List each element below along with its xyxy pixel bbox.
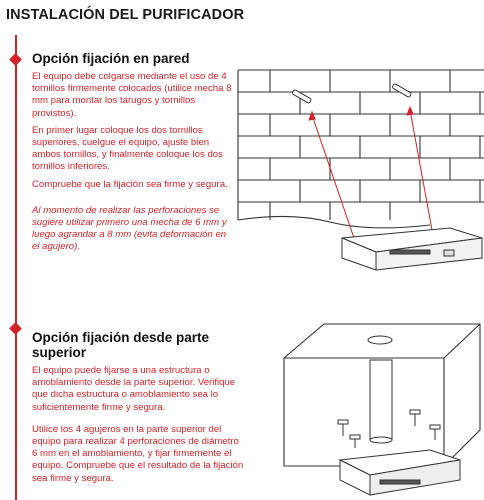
- section-marker-top: [9, 322, 22, 335]
- top-paragraph-1: El equipo puede fijarse a una estructura o amoblamiento desde la parte superior. Verifique que dicha estructura o amoblamiento sea lo suficientemente firme y segura.: [32, 365, 236, 413]
- wall-paragraph-1: El equipo debe colgarse mediante el uso de 4 tornillos firmemente colocados (utilice mecha 8 mm para montar los tarugos y tornillos provistos).: [32, 71, 232, 119]
- section-marker-wall: [9, 53, 22, 66]
- brick-wall: [238, 70, 484, 228]
- wall-mount-illustration: [230, 60, 484, 285]
- wall-paragraph-2: En primer lugar coloque los dos tornillos superiores, cuelgue el equipo, ajuste bien ambos tornillos, y finalmente coloque los dos tornillos inferiores.: [32, 124, 223, 173]
- arrow-icon: [309, 107, 432, 238]
- screw-icon: [292, 83, 412, 103]
- page-title: INSTALACIÓN DEL PURIFICADOR: [6, 7, 245, 23]
- wall-paragraph-3: Compruebe que la fijación sea firme y segura.: [32, 178, 228, 190]
- range-hood-icon: [342, 228, 482, 270]
- top-mount-illustration: [280, 320, 484, 500]
- section-top-mount: [32, 330, 246, 490]
- section-rule: [15, 35, 17, 500]
- section-top-heading: Opción fijación desde parte superior: [32, 330, 210, 360]
- section-wall-heading: Opción fijación en pared: [32, 51, 190, 66]
- top-paragraph-2: Utilice los 4 agujeros en la parte superior del equipo para realizar 4 perforaciones de diámetro 6 mm en el amoblamiento, y fijar firmemente el equipo. Compruebe que el resultado de la fijación sea firme y segura.: [32, 423, 244, 484]
- section-wall-mount: [32, 51, 236, 259]
- wall-drilling-note: Al momento de realizar las perforaciones se sugiere utilizar primero una mecha de 6 mm y luego agrandar a 8 mm (evita deformación en el agujero).: [32, 204, 227, 253]
